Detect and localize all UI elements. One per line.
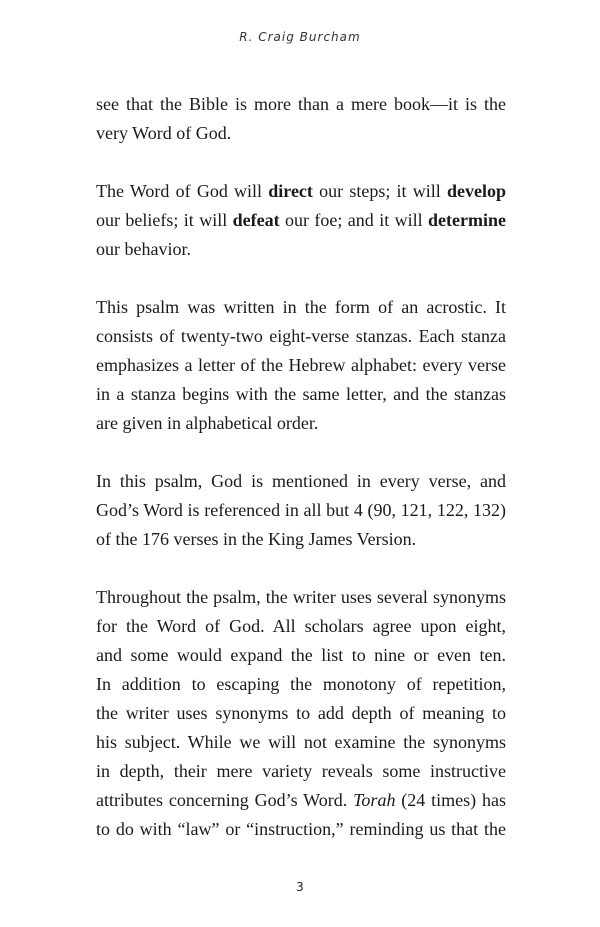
text-line — [96, 786, 506, 815]
text-line: Throughout the psalm, the writer uses several synonyms — [96, 587, 506, 607]
text-line: of the 176 verses in the King James Version. — [96, 529, 417, 549]
text-run: our steps; it will — [312, 181, 447, 201]
text-line: God’s Word is referenced in all but 4 (90, 121, 122, 132) — [96, 500, 506, 520]
text-line: and some would expand the list to nine or even ten. — [96, 645, 506, 665]
text-run: The Word of God will — [96, 181, 269, 201]
paragraph-4 — [96, 467, 506, 554]
emphasis-direct: direct — [268, 181, 313, 201]
text-run: (24 times) has — [395, 790, 506, 810]
text-line: in depth, their mere variety reveals some instructive — [96, 761, 506, 781]
text-line: the writer uses synonyms to add depth of meaning to — [96, 703, 506, 723]
text-line: In this psalm, God is mentioned in every verse, and — [96, 471, 506, 491]
text-line: in a stanza begins with the same letter, and the stanzas — [96, 384, 506, 404]
paragraph-5 — [96, 583, 506, 844]
text-line — [96, 206, 506, 235]
text-line: very Word of God. — [96, 123, 232, 143]
emphasis-determine: determine — [428, 210, 506, 230]
paragraph-3 — [96, 293, 506, 438]
text-line: consists of twenty-two eight-verse stanzas. Each stanza — [96, 326, 506, 346]
text-line: are given in alphabetical order. — [96, 413, 319, 433]
paragraph-1 — [96, 90, 506, 148]
text-line: emphasizes a letter of the Hebrew alphabet: every verse — [96, 355, 506, 375]
text-line: for the Word of God. All scholars agree upon eight, — [96, 616, 506, 636]
emphasis-develop: develop — [446, 181, 506, 201]
paragraph-2 — [96, 177, 506, 264]
text-line — [96, 177, 506, 206]
text-line: to do with “law” or “instruction,” reminding us that the — [96, 819, 506, 839]
text-line: see that the Bible is more than a mere book—it is the — [96, 94, 506, 114]
text-line: our behavior. — [96, 239, 191, 259]
text-line: In addition to escaping the monotony of repetition, — [96, 674, 506, 694]
text-line: This psalm was written in the form of an acrostic. It — [96, 297, 506, 317]
emphasis-defeat: defeat — [232, 210, 280, 230]
body-text — [96, 90, 506, 844]
text-line: his subject. While we will not examine the synonyms — [96, 732, 506, 752]
page-number: 3 — [296, 880, 304, 894]
text-run: our beliefs; it will — [96, 210, 233, 230]
running-head: R. Craig Burcham — [239, 30, 361, 44]
emphasis-torah: Torah — [353, 790, 396, 810]
text-run: attributes concerning God’s Word. — [96, 790, 354, 810]
text-run: our foe; and it will — [279, 210, 429, 230]
